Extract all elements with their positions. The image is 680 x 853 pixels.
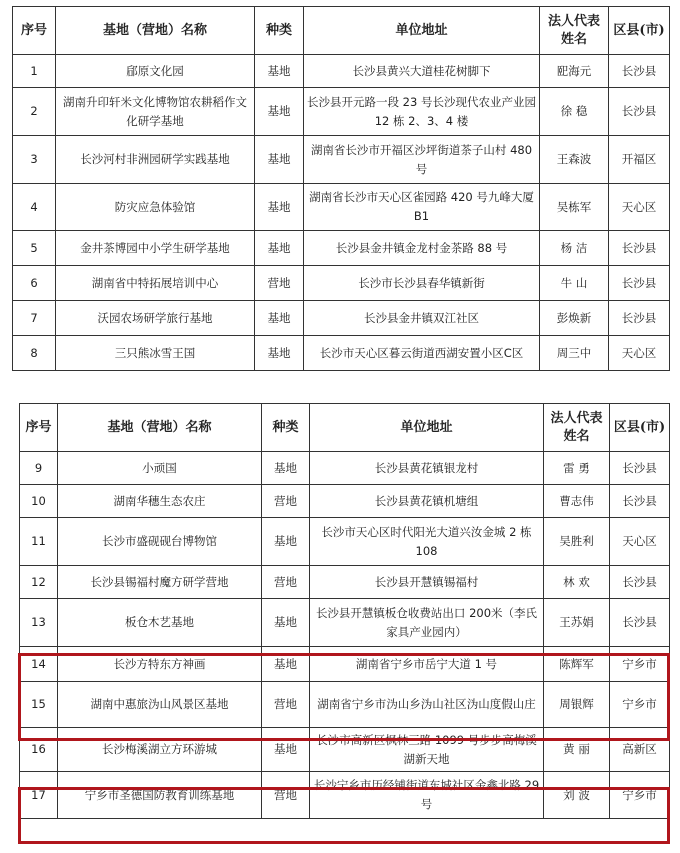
cell-name: 湖南升印轩米文化博物馆农耕稻作文化研学基地 xyxy=(56,88,255,136)
table-header-row xyxy=(20,404,670,452)
cell-name: 长沙梅溪湖立方环游城 xyxy=(58,728,262,772)
cell-district: 长沙县 xyxy=(610,566,670,599)
cell-name: 湖南华穗生态农庄 xyxy=(58,485,262,518)
cell-district: 长沙县 xyxy=(609,266,670,301)
cell-name: 金井茶博园中小学生研学基地 xyxy=(56,231,255,266)
cell-district: 长沙县 xyxy=(610,452,670,485)
cell-address: 长沙宁乡市历经铺街道东城社区金鑫北路 29 号 xyxy=(310,772,544,819)
cell-address: 长沙市长沙县春华镇新街 xyxy=(304,266,540,301)
cell-name: 三只熊冰雪王国 xyxy=(56,336,255,371)
cell-address: 长沙县开慧镇锡福村 xyxy=(310,566,544,599)
cell-index: 17 xyxy=(20,772,58,819)
cell-name: 宁乡市圣德国防教育训练基地 xyxy=(58,772,262,819)
table-row xyxy=(13,136,670,184)
cell-legal-rep: 林 欢 xyxy=(544,566,610,599)
cell-type: 基地 xyxy=(262,647,310,682)
cell-legal-rep: 王苏娟 xyxy=(544,599,610,647)
table-row xyxy=(20,566,670,599)
cell-address: 长沙县金井镇金龙村金茶路 88 号 xyxy=(304,231,540,266)
cell-index: 5 xyxy=(13,231,56,266)
cell-district: 长沙县 xyxy=(609,301,670,336)
cell-type: 营地 xyxy=(262,485,310,518)
cell-index: 2 xyxy=(13,88,56,136)
table-row xyxy=(20,452,670,485)
header-type: 种类 xyxy=(255,7,304,55)
cell-legal-rep: 陈辉军 xyxy=(544,647,610,682)
cell-index: 15 xyxy=(20,682,58,728)
cell-address: 湖南省宁乡市岳宁大道 1 号 xyxy=(310,647,544,682)
cell-index: 11 xyxy=(20,518,58,566)
cell-legal-rep: 杨 洁 xyxy=(540,231,609,266)
cell-address: 长沙县金井镇双江社区 xyxy=(304,301,540,336)
cell-district: 长沙县 xyxy=(609,55,670,88)
cell-district: 天心区 xyxy=(609,184,670,231)
header-legal-rep: 法人代表姓名 xyxy=(544,404,610,452)
table-row xyxy=(13,336,670,371)
cell-address: 长沙县开元路一段 23 号长沙现代农业产业园 12 栋 2、3、4 楼 xyxy=(304,88,540,136)
cell-legal-rep: 吴栋军 xyxy=(540,184,609,231)
cell-name: 防灾应急体验馆 xyxy=(56,184,255,231)
table-row xyxy=(13,184,670,231)
header-district: 区县(市) xyxy=(610,404,670,452)
cell-type: 基地 xyxy=(255,336,304,371)
cell-type: 基地 xyxy=(255,301,304,336)
cell-address: 湖南省宁乡市沩山乡沩山社区沩山度假山庄 xyxy=(310,682,544,728)
header-address: 单位地址 xyxy=(304,7,540,55)
base-table-1 xyxy=(12,6,670,371)
cell-legal-rep: 王森波 xyxy=(540,136,609,184)
cell-index: 12 xyxy=(20,566,58,599)
cell-name: 长沙市盛砚砚台博物馆 xyxy=(58,518,262,566)
cell-legal-rep: 黄 丽 xyxy=(544,728,610,772)
table-row xyxy=(20,772,670,819)
cell-address: 湖南省长沙市天心区雀园路 420 号九峰大厦 B1 xyxy=(304,184,540,231)
cell-name: 板仓木艺基地 xyxy=(58,599,262,647)
table-row xyxy=(20,599,670,647)
cell-type: 基地 xyxy=(262,452,310,485)
header-index: 序号 xyxy=(13,7,56,55)
header-name: 基地（营地）名称 xyxy=(58,404,262,452)
table-row xyxy=(13,88,670,136)
cell-index: 1 xyxy=(13,55,56,88)
cell-type: 基地 xyxy=(262,728,310,772)
cell-legal-rep: 周三中 xyxy=(540,336,609,371)
cell-type: 基地 xyxy=(255,55,304,88)
cell-legal-rep: 刘 波 xyxy=(544,772,610,819)
cell-legal-rep: 牛 山 xyxy=(540,266,609,301)
cell-name: 长沙县锡福村魔方研学营地 xyxy=(58,566,262,599)
cell-legal-rep: 巸海元 xyxy=(540,55,609,88)
cell-type: 基地 xyxy=(255,231,304,266)
cell-address: 长沙县黄花镇机塘组 xyxy=(310,485,544,518)
table-header-row xyxy=(13,7,670,55)
cell-index: 14 xyxy=(20,647,58,682)
cell-district: 开福区 xyxy=(609,136,670,184)
cell-legal-rep: 曹志伟 xyxy=(544,485,610,518)
cell-district: 宁乡市 xyxy=(610,647,670,682)
cell-name: 小顽国 xyxy=(58,452,262,485)
cell-type: 基地 xyxy=(255,136,304,184)
cell-type: 基地 xyxy=(262,518,310,566)
cell-index: 16 xyxy=(20,728,58,772)
cell-name: 湖南省中特拓展培训中心 xyxy=(56,266,255,301)
cell-index: 13 xyxy=(20,599,58,647)
cell-index: 10 xyxy=(20,485,58,518)
table-row xyxy=(20,518,670,566)
header-legal-rep: 法人代表姓名 xyxy=(540,7,609,55)
cell-index: 9 xyxy=(20,452,58,485)
cell-district: 长沙县 xyxy=(610,485,670,518)
cell-name: 长沙河村非洲园研学实践基地 xyxy=(56,136,255,184)
table-row xyxy=(20,728,670,772)
table-row xyxy=(13,231,670,266)
base-table-2 xyxy=(19,403,670,819)
cell-district: 宁乡市 xyxy=(610,682,670,728)
header-type: 种类 xyxy=(262,404,310,452)
cell-legal-rep: 彭焕新 xyxy=(540,301,609,336)
cell-address: 长沙市高新区枫林三路 1099 号步步高梅溪湖新天地 xyxy=(310,728,544,772)
cell-index: 4 xyxy=(13,184,56,231)
cell-name: 郈原文化园 xyxy=(56,55,255,88)
cell-address: 长沙县黄兴大道桂花树脚下 xyxy=(304,55,540,88)
cell-name: 沃园农场研学旅行基地 xyxy=(56,301,255,336)
cell-legal-rep: 周银辉 xyxy=(544,682,610,728)
cell-district: 高新区 xyxy=(610,728,670,772)
cell-index: 6 xyxy=(13,266,56,301)
cell-legal-rep: 吴胜利 xyxy=(544,518,610,566)
cell-legal-rep: 徐 稳 xyxy=(540,88,609,136)
cell-type: 基地 xyxy=(255,88,304,136)
table-row xyxy=(13,266,670,301)
table-row xyxy=(20,682,670,728)
cell-district: 长沙县 xyxy=(609,88,670,136)
header-district: 区县(市) xyxy=(609,7,670,55)
cell-address: 湖南省长沙市开福区沙坪街道茶子山村 480 号 xyxy=(304,136,540,184)
cell-address: 长沙县黄花镇银龙村 xyxy=(310,452,544,485)
cell-name: 长沙方特东方神画 xyxy=(58,647,262,682)
header-name: 基地（营地）名称 xyxy=(56,7,255,55)
cell-index: 3 xyxy=(13,136,56,184)
table-row xyxy=(13,301,670,336)
cell-district: 天心区 xyxy=(610,518,670,566)
cell-address: 长沙市天心区暮云街道西湖安置小区C区 xyxy=(304,336,540,371)
cell-type: 营地 xyxy=(255,266,304,301)
cell-type: 营地 xyxy=(262,682,310,728)
cell-legal-rep: 雷 勇 xyxy=(544,452,610,485)
cell-type: 基地 xyxy=(262,599,310,647)
cell-district: 宁乡市 xyxy=(610,772,670,819)
cell-district: 长沙县 xyxy=(609,231,670,266)
cell-district: 天心区 xyxy=(609,336,670,371)
table-row xyxy=(20,485,670,518)
header-address: 单位地址 xyxy=(310,404,544,452)
cell-type: 营地 xyxy=(262,772,310,819)
cell-name: 湖南中惠旅沩山风景区基地 xyxy=(58,682,262,728)
cell-index: 7 xyxy=(13,301,56,336)
table-row xyxy=(20,647,670,682)
header-index: 序号 xyxy=(20,404,58,452)
cell-address: 长沙市天心区时代阳光大道兴汝金城 2 栋 108 xyxy=(310,518,544,566)
cell-district: 长沙县 xyxy=(610,599,670,647)
cell-type: 营地 xyxy=(262,566,310,599)
cell-type: 基地 xyxy=(255,184,304,231)
cell-index: 8 xyxy=(13,336,56,371)
cell-address: 长沙县开慧镇板仓收费站出口 200米（李氏家具产业园内） xyxy=(310,599,544,647)
table-row xyxy=(13,55,670,88)
